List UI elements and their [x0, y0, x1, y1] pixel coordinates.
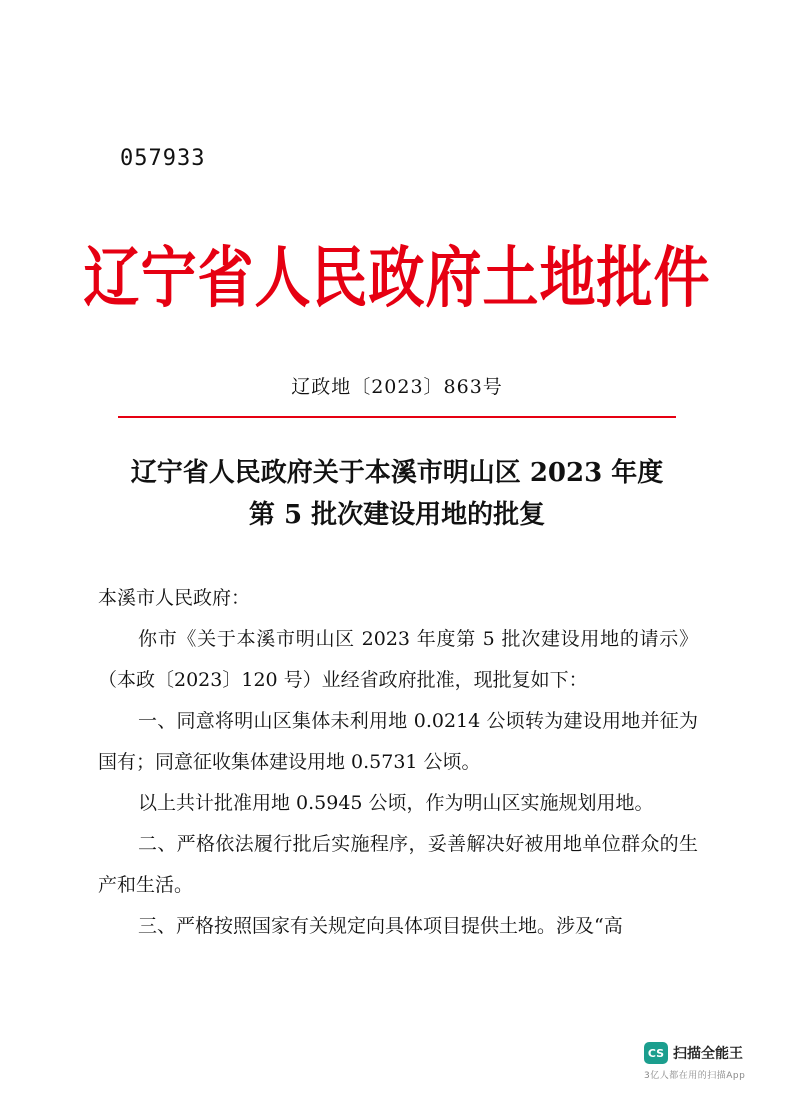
document-body — [98, 578, 698, 947]
watermark-app-name: 扫描全能王 — [673, 1046, 743, 1062]
title-line-1: 辽宁省人民政府关于本溪市明山区 2023 年度 — [130, 458, 664, 488]
body-paragraph-total: 以上共计批准用地 0.5945 公顷，作为明山区实施规划用地。 — [138, 792, 654, 814]
body-paragraph-item-2: 二、严格依法履行批后实施程序，妥善解决好被用地单位群众的生产和生活。 — [98, 833, 698, 896]
title-line-2: 第 5 批次建设用地的批复 — [248, 500, 546, 530]
body-paragraph-item-1: 一、同意将明山区集体未利用地 0.0214 公顷转为建设用地并征为国有；同意征收集体建设用地 0.5731 公顷。 — [98, 710, 698, 773]
serial-number: 057933 — [120, 146, 206, 171]
body-paragraph-item-3: 三、严格按照国家有关规定向具体项目提供土地。涉及“高 — [138, 915, 623, 937]
header-divider — [118, 416, 676, 418]
document-number: 辽政地〔2023〕863号 — [291, 376, 503, 398]
body-paragraph-request: 你市《关于本溪市明山区 2023 年度第 5 批次建设用地的请示》（本政〔2023〕120 号）业经省政府批准，现批复如下： — [98, 628, 698, 691]
watermark-tagline: 3亿人都在用的扫描App — [644, 1071, 746, 1081]
salutation: 本溪市人民政府： — [98, 587, 251, 609]
scanner-watermark — [644, 1042, 764, 1086]
document-header-title: 辽宁省人民政府土地批件 — [83, 240, 711, 317]
camscanner-logo-icon: CS — [644, 1042, 668, 1064]
document-title — [0, 452, 794, 536]
